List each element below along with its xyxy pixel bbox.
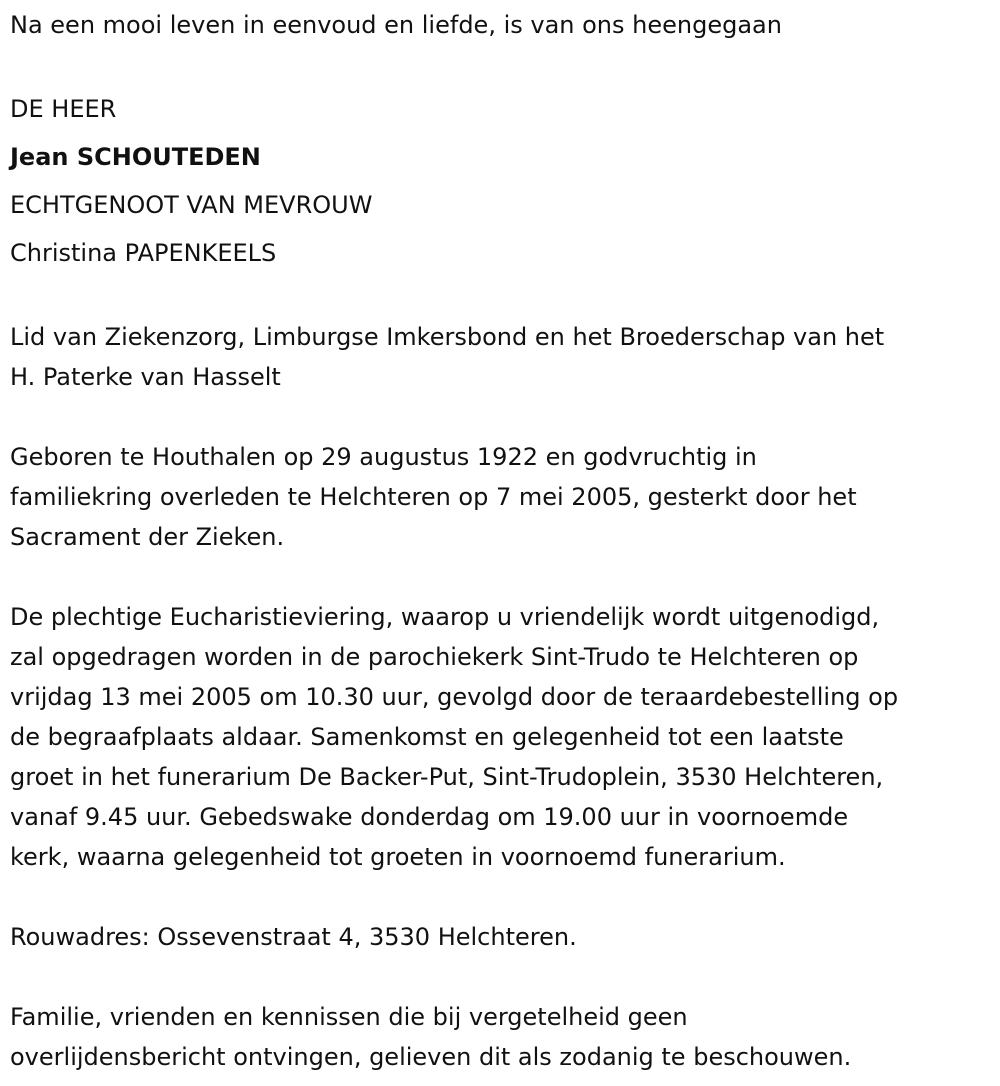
closing-paragraph	[10, 997, 990, 1077]
ceremony-paragraph	[10, 597, 990, 877]
ceremony-line: zal opgedragen worden in de parochiekerk Sint-Trudo te Helchteren op	[10, 643, 859, 671]
memberships-paragraph	[10, 317, 990, 397]
ceremony-line: vanaf 9.45 uur. Gebedswake donderdag om 19.00 uur in voornoemde	[10, 803, 849, 831]
title-text: DE HEER	[10, 95, 117, 123]
ceremony-line: de begraafplaats aldaar. Samenkomst en gelegenheid tot een laatste	[10, 723, 844, 751]
birth-death-line: familiekring overleden te Helchteren op 7 mei 2005, gesterkt door het	[10, 483, 857, 511]
mourning-address: Rouwadres: Ossevenstraat 4, 3530 Helchteren.	[10, 923, 577, 951]
memberships-line: Lid van Ziekenzorg, Limburgse Imkersbond en het Broederschap van het	[10, 323, 885, 351]
birth-death-line: Geboren te Houthalen op 29 augustus 1922 en godvruchtig in	[10, 443, 757, 471]
spouse-label: ECHTGENOOT VAN MEVROUW	[10, 191, 373, 219]
ceremony-line: kerk, waarna gelegenheid tot groeten in voornoemd funerarium.	[10, 843, 786, 871]
closing-line: overlijdensbericht ontvingen, gelieven dit als zodanig te beschouwen.	[10, 1043, 852, 1071]
memberships-line: H. Paterke van Hasselt	[10, 363, 281, 391]
birth-death-paragraph	[10, 437, 990, 557]
deceased-block	[10, 85, 990, 277]
intro-text: Na een mooi leven in eenvoud en liefde, is van ons heengegaan	[10, 11, 782, 39]
spouse-name: Christina PAPENKEELS	[10, 239, 277, 267]
deceased-name: Jean SCHOUTEDEN	[10, 143, 261, 171]
ceremony-line: vrijdag 13 mei 2005 om 10.30 uur, gevolgd door de teraardebestelling op	[10, 683, 899, 711]
ceremony-line: De plechtige Eucharistieviering, waarop u vriendelijk wordt uitgenodigd,	[10, 603, 880, 631]
address-paragraph	[10, 917, 990, 957]
ceremony-line: groet in het funerarium De Backer-Put, Sint-Trudoplein, 3530 Helchteren,	[10, 763, 884, 791]
closing-line: Familie, vrienden en kennissen die bij vergetelheid geen	[10, 1003, 688, 1031]
birth-death-line: Sacrament der Zieken.	[10, 523, 285, 551]
